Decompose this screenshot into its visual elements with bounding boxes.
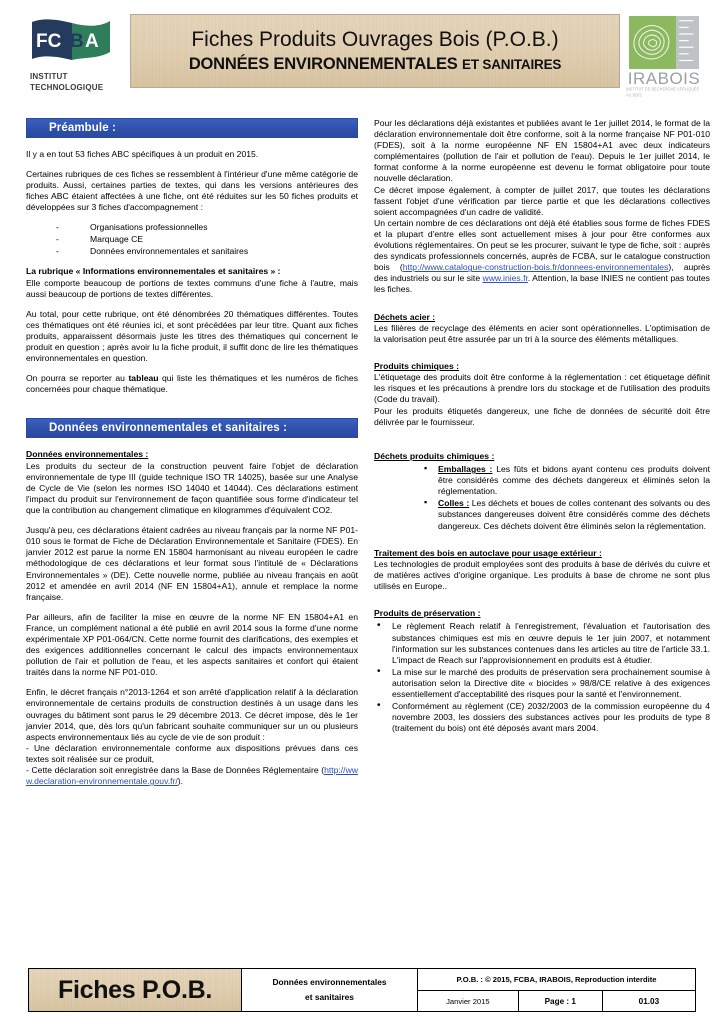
spacer — [374, 305, 710, 312]
list-item — [420, 464, 710, 497]
dechets-chimiques-bullet-list — [374, 464, 710, 532]
subsection-heading-autoclave: Traitement des bois en autoclave pour usage extérieur : — [374, 547, 602, 558]
right-paragraph-1: Pour les déclarations déjà existantes et publiées avant le 1er juillet 2014, le format de la déclaration environnementale doit être conforme, soit à la norme française NF P01-010 (FDES), soit à la norme européenne NF EN 15804+A1 avec deux indicateurs complémentaires (pollution de l'air et pollution de l'eau). Depuis le 1er juillet 2014, le format conforme à la norme européenne est devenu le format obligatoire pour toute nouvelle déclaration. — [374, 118, 710, 184]
inies-link[interactable]: www.inies.fr — [482, 273, 528, 284]
left-column — [26, 118, 358, 796]
document-title: Fiches Produits Ouvrages Bois (P.O.B.) — [191, 27, 559, 51]
donnees-env-paragraph-1: Les produits du secteur de la construction peuvent faire l'objet de déclaration environnementale de type III (guide technique ISO TR 14025), basée sur une Analyse de Cycle de Vie (selon les normes ISO 14040 et 14044). Ces déclarations estiment l'impact du produit sur l'environnement de façon quantifiée sous forme d'indicateur tel que la contribution au changement climatique en kilogrammes d'équivalent CO2. — [26, 460, 358, 516]
list-item-label: Données environnementales et sanitaires — [90, 245, 249, 256]
footer-subject — [242, 969, 418, 1011]
dash-marker: - — [56, 222, 59, 233]
svg-text:B: B — [70, 31, 84, 52]
spacer — [374, 601, 710, 608]
declaration-environnementale-link[interactable]: http://www.declaration-environnementale.gouv.fr/ — [26, 765, 358, 787]
tableau-text-before: On pourra se reporter au — [26, 373, 129, 384]
donnees-env-paragraph-2: Jusqu'à peu, ces déclarations étaient cadrées au niveau français par la norme NF P01-010 sous le format de Fiche de Déclaration Environnementale et Sanitaire (FDES). En janvier 2012 est parue la norme EN 15804 harmonisant au niveau européen le cadre méthodologique de ces déclarations et leur format sous l'intitulé de « Déclarations Environnementales » (DE). Cette nouvelle norme, publiée au niveau français en août 2012 et amendée en avril 2014 (NF EN 15804+A1), annule et remplace la norme française. — [26, 525, 358, 602]
accompaniment-sheet-list — [26, 222, 358, 257]
decret-condition-2 — [26, 765, 358, 787]
fcba-logo-subtitle — [30, 71, 103, 93]
tableau-text-after: qui liste les thématiques et les numéros de fiches concernées pour chaque thématique. — [26, 373, 358, 395]
fcba-subtitle-line2: TECHNOLOGIQUE — [30, 83, 104, 92]
footer-subject-line2: et sanitaires — [305, 992, 354, 1002]
list-item: • Le règlement Reach relatif à l'enregistrement, l'évaluation et l'autorisation des substances chimiques est mis en œuvre depuis le 1er juin 2007, et notamment l'information sur les substances contenues dans les articles au titre de l'article 33.1. L'impact de Reach sur l'approvisionnement en produits est à étudier. — [374, 621, 710, 665]
subsection-heading-rubrique: La rubrique « Informations environnementales et sanitaires » : — [26, 266, 281, 277]
subsection-heading-donnees-environnementales: Données environnementales : — [26, 449, 149, 460]
irabois-logo-mark — [627, 16, 701, 69]
footer-page-number: Page : 1 — [519, 991, 603, 1011]
list-item: • Conformément au règlement (CE) 2032/2003 de la commission européenne du 4 novembre 2003, les dossiers des substances actives pour les produits de type 8 (traitement du bois) ont été déposés avant mars 2004. — [374, 701, 710, 734]
section-banner-donnees: Données environnementales et sanitaires : — [26, 418, 358, 438]
subsection-heading-produits-chimiques: Produits chimiques : — [374, 360, 459, 371]
title-band — [130, 14, 620, 88]
footer-meta — [418, 969, 695, 1011]
dash-marker: - — [56, 234, 59, 245]
section-banner-preambule: Préambule : — [26, 118, 358, 138]
document-subtitle-part1: DONNÉES ENVIRONNEMENTALES — [188, 54, 463, 73]
fcba-logo — [30, 14, 122, 98]
list-item-label: Organisations professionnelles — [90, 222, 208, 233]
footer-version: 01.03 — [638, 996, 660, 1006]
donnees-env-paragraph-3: Par ailleurs, afin de faciliter la mise en œuvre de la norme NF EN 15804+A1 en France, un complément national a été publié en avril 2014 sous la forme d'une norme expérimentale XP P01-064/CN. Cette norme fournit des clarifications, des exemples et des exigences additionnelles concernant le calcul des impacts environnementaux pollution de l'air et pollution de l'eau, et les aspects sanitaires et confort qui étaient traités dans la norme NF P01-010. — [26, 611, 358, 678]
list-item — [26, 246, 358, 258]
right-column — [374, 118, 710, 796]
list-item: • La mise sur le marché des produits de préservation sera prochainement soumise à autorisation selon la Directive dite « biocides » 98/8/CE relative à des exigences essentiellement d'acceptabilité des risques pour la santé et l'environnement. — [374, 667, 710, 700]
list-item-label: Marquage CE — [90, 234, 144, 245]
fcba-subtitle-line1: INSTITUT — [30, 72, 68, 81]
irabois-tagline: INSTITUT DE RECHERCHE APPLIQUÉE AU BOIS — [626, 87, 700, 98]
irabois-wordmark: IRABOIS — [627, 69, 701, 88]
bullet-text-emballages: Les fûts et bidons ayant contenu ces produits doivent être considérés comme des déchets dangereux et éliminés selon la réglementation. — [438, 464, 710, 497]
donnees-env-paragraph-4: Enfin, le décret français n°2013-1264 et son arrêté d'application relatif à la déclaration environnementale de certains produits de construction destinés à un usage dans les ouvrages du bâtiment sont parus le 29 décembre 2013. Ce décret impose, dès le 1er janvier 2014, que, dès lors qu'un fabricant souhaite communiquer sur un ou plusieurs aspects environnementaux liés au cycle de vie de son produit : — [26, 687, 358, 742]
irabois-logo — [626, 14, 702, 98]
bullet-text-colles: Les déchets et boues de colles contenant des solvants ou des substances dangereuses doivent être considérés comme des déchets dangereux. Ces déchets doivent être éliminés selon la réglementation. — [438, 498, 710, 531]
right-paragraph-3-mid: ), auprès des industriels ou sur le site — [374, 262, 710, 284]
subsection-heading-dechets-produits-chimiques: Déchets produits chimiques : — [374, 450, 495, 461]
subsection-heading-produits-preservation: Produits de préservation : — [374, 608, 481, 619]
dechets-acier-paragraph: Les filières de recyclage des éléments en acier sont opérationnelles. L'optimisation de la valorisation peut être assurée par un tri à la source des éléments métalliques. — [374, 322, 710, 344]
subsection-heading-dechets-acier: Déchets acier : — [374, 311, 436, 322]
list-item — [26, 234, 358, 246]
footer-logo: Fiches P.O.B. — [29, 969, 242, 1011]
decret-condition-2-tail: ). — [177, 776, 183, 787]
fcba-logo-mark — [30, 18, 118, 64]
list-item — [420, 498, 710, 531]
decret-condition-1: - Une déclaration environnementale conforme aux dispositions prévues dans ces textes soit réalisée sur ce produit, — [26, 742, 358, 764]
decret-condition-2-text: - Cette déclaration soit enregistrée dans la Base de Données Réglementaire ( — [26, 765, 325, 776]
bullet-label-colles: Colles : — [438, 498, 470, 509]
dash-marker: - — [56, 245, 59, 256]
spacer — [374, 541, 710, 548]
spacer — [374, 437, 710, 451]
page-footer — [28, 968, 696, 1012]
document-subtitle-part2: ET SANITAIRES — [462, 56, 562, 72]
spacer — [374, 354, 710, 361]
footer-date: Janvier 2015 — [418, 991, 519, 1011]
produits-chimiques-paragraph-1: L'étiquetage des produits doit être conforme à la réglementation : cet étiquetage définit les risques et les précautions à prendre lors du stockage et de l'utilisation des produits (Code du travail). — [374, 372, 710, 405]
page-header — [0, 0, 724, 104]
right-paragraph-3 — [374, 218, 710, 296]
svg-text:FC: FC — [36, 31, 62, 52]
autoclave-paragraph: Les technologies de produit employées sont des produits à base de dérivés du cuivre et de matières actives d'origine organique. Les produits à base de chrome ne sont plus utilisés en Europe.. — [374, 558, 710, 592]
right-paragraph-2: Ce décret impose également, à compter de juillet 2017, que toutes les déclarations fassent l'objet d'une vérification par tierce partie et que les déclarations collectives soient accompagnées d'un cadre de validité. — [374, 184, 710, 217]
footer-subject-line1: Données environnementales — [272, 977, 387, 987]
rubrique-paragraph: Elle comporte beaucoup de portions de textes communs d'une fiche à l'autre, mais aussi beaucoup de portions de textes différentes. — [26, 277, 358, 299]
tableau-keyword: tableau — [128, 373, 159, 384]
spacer — [26, 404, 358, 418]
thematiques-paragraph: Au total, pour cette rubrique, ont été dénombrées 20 thématiques différentes. Toutes ces thématiques ont été réunies ici, et sont précédées par leur titre. Quant aux fiches produits, apparaissent désormais juste les titres des thématiques qui concernent le produit en question ; après avoir lu la fiche produit, il suffit donc de lire les thématiques environnementales en question. — [26, 308, 358, 364]
preamble-paragraph-1: Il y a en tout 53 fiches ABC spécifiques à un produit en 2015. — [26, 149, 259, 159]
bullet-label-emballages: Emballages : — [438, 464, 493, 475]
content-columns — [0, 104, 724, 796]
footer-copyright: P.O.B. : © 2015, FCBA, IRABOIS, Reproduction interdite — [418, 969, 695, 991]
list-item — [26, 222, 358, 234]
right-paragraph-3-tail: . Attention, la base INIES ne contient pas toutes les fiches. — [374, 273, 710, 295]
tableau-reference-paragraph — [26, 373, 358, 395]
footer-meta-row — [418, 991, 695, 1011]
preamble-paragraph-2: Certaines rubriques de ces fiches se ressemblent à l'intérieur d'une même catégorie de produits. Aussi, certaines parties de textes, qui dans les versions antérieures des fiches ABC étaient affectées à une fiche, ont été réduites sur les 50 fiches produits et développées sur 3 fiches d'accompagnement : — [26, 169, 358, 213]
preservation-bullet-list — [374, 621, 710, 734]
right-paragraph-3-text: Un certain nombre de ces déclarations ont déjà été établies sous forme de fiches FDES et la plupart d'entre elles sont actuellement mises à jour pour être conformes aux évolutions réglementaires. On peut se les procurer, suivant le type de fiche, soit : auprès des syndicats professionnels concernés, auprès de FCBA, sur le catalogue construction bois ( — [374, 217, 710, 273]
svg-text:A: A — [85, 31, 99, 52]
document-subtitle — [189, 53, 561, 76]
produits-chimiques-paragraph-2: Pour les produits étiquetés dangereux, une fiche de données de sécurité doit être délivrée par le fournisseur. — [374, 405, 710, 427]
catalogue-construction-bois-link[interactable]: http://www.catalogue-construction-bois.fr/donnees-environnementales — [402, 262, 669, 273]
